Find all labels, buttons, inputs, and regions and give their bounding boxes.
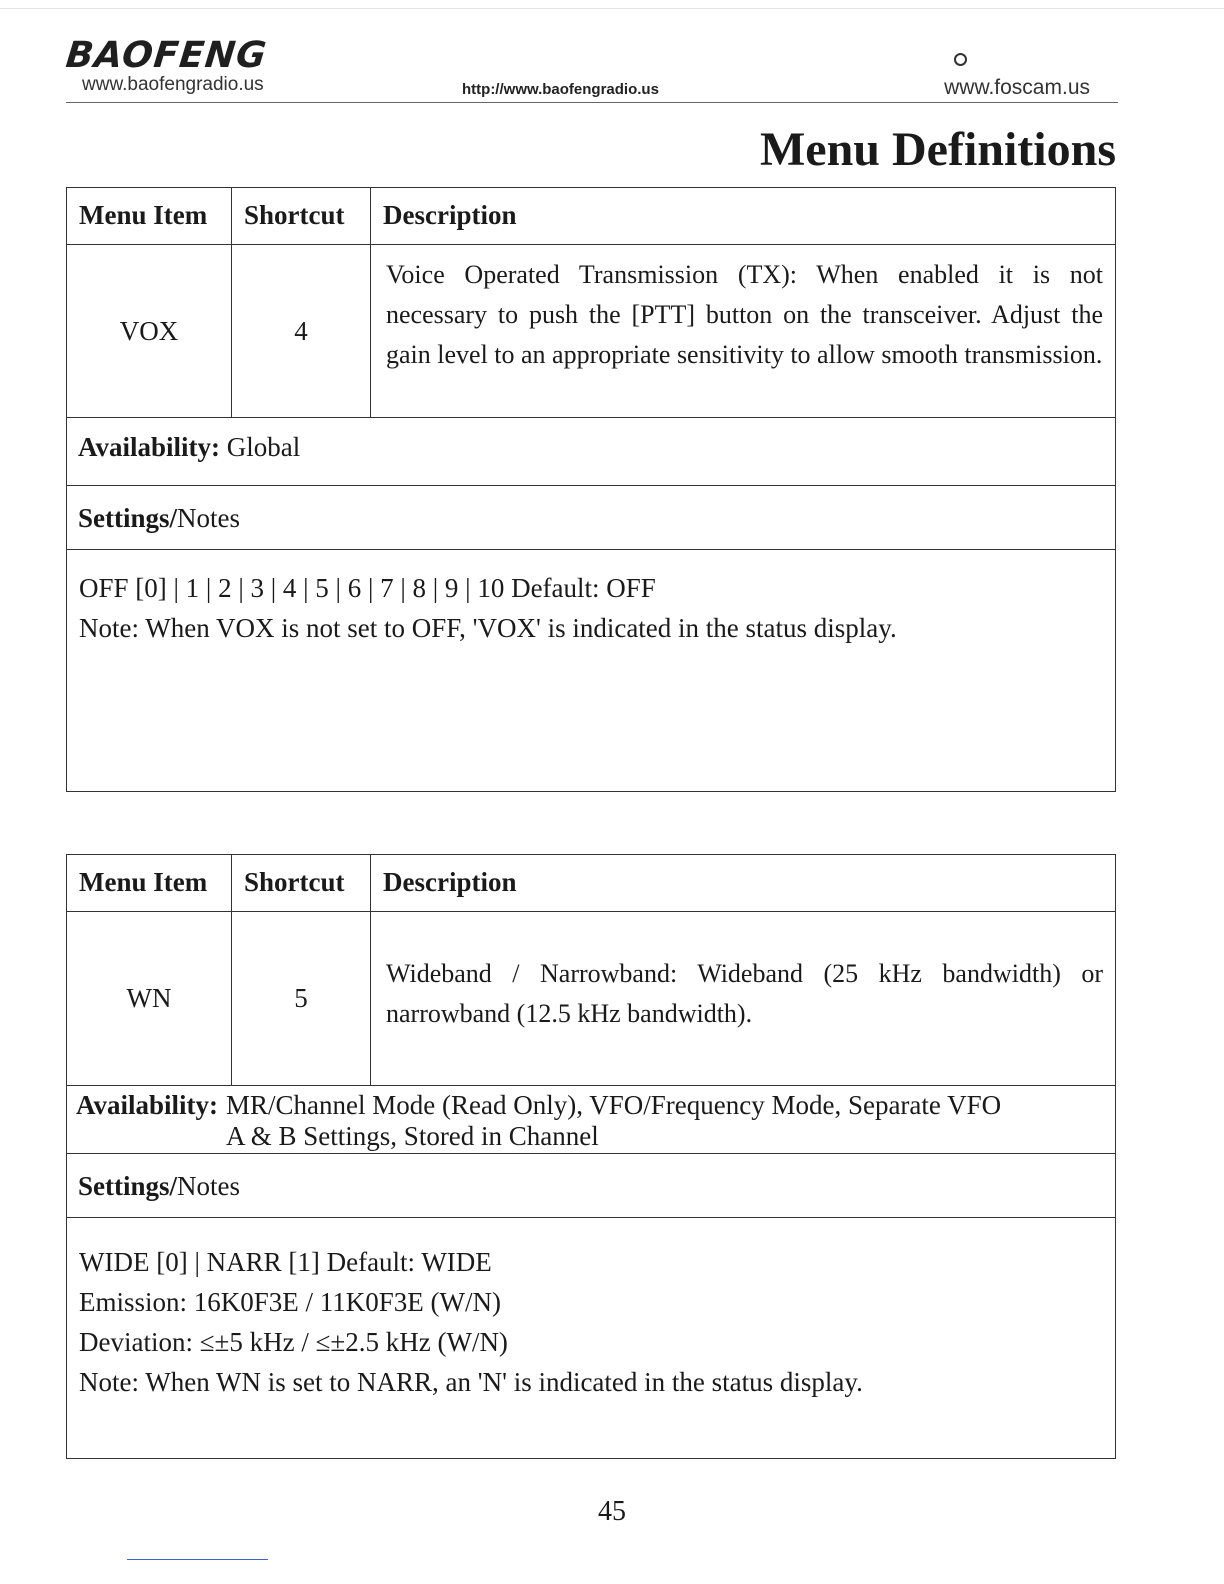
notes-line: Emission: 16K0F3E / 11K0F3E (W/N) <box>79 1287 501 1317</box>
header-menu-item: Menu Item <box>67 855 232 911</box>
top-edge-rule <box>0 8 1224 9</box>
table-header-row <box>67 855 1115 912</box>
menu-shortcut: 4 <box>232 245 371 417</box>
bullet-dot-icon <box>954 53 967 66</box>
settings-notes-body <box>67 550 1115 648</box>
settings-notes-heading <box>67 486 1115 550</box>
availability-value: Global <box>226 432 301 462</box>
menu-card-wn <box>66 854 1116 1459</box>
settings-label: Settings/ <box>78 1171 178 1201</box>
table-header-row <box>67 188 1115 245</box>
notes-label: Notes <box>177 503 241 533</box>
menu-shortcut: 5 <box>232 912 371 1085</box>
table-row <box>67 245 1115 418</box>
menu-description-text: Wideband / Narrowband: Wideband (25 kHz bandwidth) or narrowband (12.5 kHz bandwidth). <box>386 958 1103 1028</box>
menu-description: Voice Operated Transmission (TX): When enabled it is not necessary to push the [PTT] button on the transceiver. Adjust the gain level to an appropriate sensitivity to allow smooth transmission. <box>386 260 1103 369</box>
notes-line: WIDE [0] | NARR [1] Default: WIDE <box>79 1247 492 1277</box>
page-number: 45 <box>598 1496 626 1527</box>
header-description: Description <box>383 200 517 230</box>
site-center-url: http://www.baofengradio.us <box>462 81 659 98</box>
header-shortcut: Shortcut <box>232 855 371 911</box>
notes-line: OFF [0] | 1 | 2 | 3 | 4 | 5 | 6 | 7 | 8 | 9 | 10 Default: OFF <box>79 573 656 603</box>
baofeng-logo: BAOFENG <box>63 35 269 76</box>
settings-notes-body <box>67 1218 1115 1402</box>
settings-label: Settings/ <box>78 503 178 533</box>
settings-notes-heading <box>67 1154 1115 1218</box>
notes-line: Note: When WN is set to NARR, an 'N' is indicated in the status display. <box>79 1367 863 1397</box>
header-rule <box>66 102 1118 103</box>
notes-label: Notes <box>177 1171 241 1201</box>
menu-item-name: WN <box>67 912 232 1085</box>
notes-line: Note: When VOX is not set to OFF, 'VOX' is indicated in the status display. <box>79 613 897 643</box>
footer-rule <box>127 1559 268 1560</box>
table-row <box>67 912 1115 1086</box>
header-menu-item: Menu Item <box>67 188 232 244</box>
availability-label: Availability: <box>76 1090 219 1120</box>
site-left-url: www.baofengradio.us <box>82 74 264 95</box>
availability-line <box>76 1090 1103 1152</box>
menu-card-vox <box>66 187 1116 792</box>
site-right-url: www.foscam.us <box>944 76 1090 99</box>
header-description: Description <box>383 867 517 897</box>
availability-row <box>67 418 1115 486</box>
availability-value: MR/Channel Mode (Read Only), VFO/Frequency Mode, Separate VFO <box>226 1090 1002 1120</box>
availability-row <box>67 1086 1115 1154</box>
availability-value-cont: A & B Settings, Stored in Channel <box>226 1121 599 1151</box>
menu-description <box>371 912 1115 1085</box>
availability-value-block <box>226 1090 1001 1152</box>
availability-label: Availability: <box>78 432 221 462</box>
menu-item-name: VOX <box>67 245 232 417</box>
header-shortcut: Shortcut <box>232 188 371 244</box>
page-title: Menu Definitions <box>759 123 1116 176</box>
notes-line: Deviation: ≤±5 kHz / ≤±2.5 kHz (W/N) <box>79 1327 508 1357</box>
